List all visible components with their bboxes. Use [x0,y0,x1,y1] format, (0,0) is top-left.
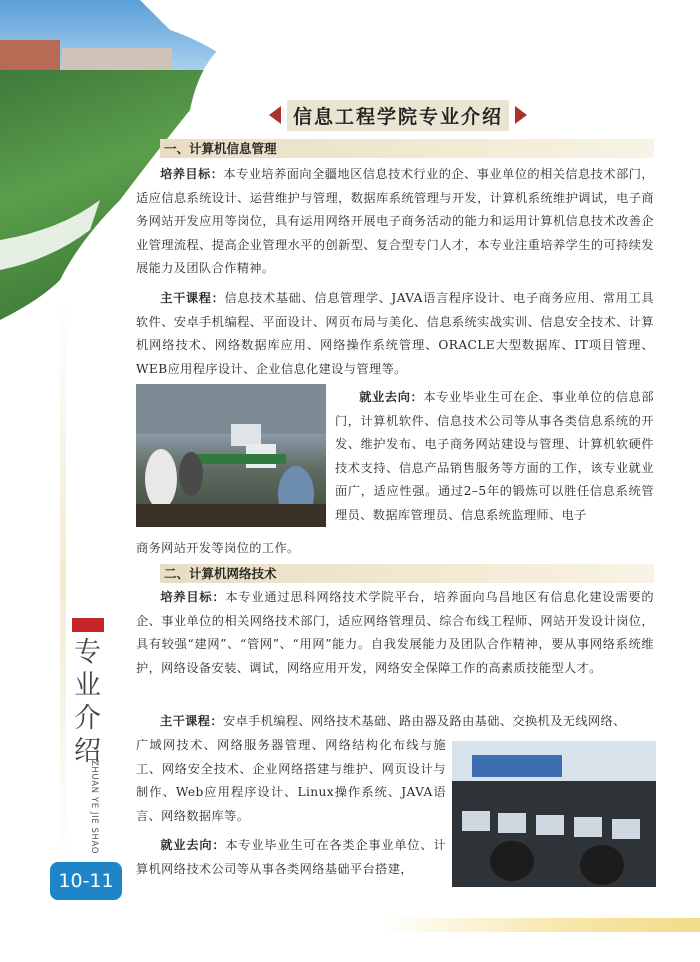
section-1-jobs [335,386,654,528]
job-label: 就业去向： [160,838,226,852]
section-heading-1: 一、计算机信息管理 [160,139,654,158]
page-number-badge: 10-11 [50,862,122,900]
course-text: 安卓手机编程、网络技术基础、路由器及路由基础、交换机及无线网络、 [222,714,626,728]
section-1-jobs-cont: 商务网站开发等岗位的工作。 [136,541,300,555]
section-1-goal [136,163,654,281]
left-divider [60,300,66,860]
section-heading-2: 二、计算机网络技术 [160,564,654,583]
job-text: 本专业毕业生可在企、事业单位的信息部门，计算机软件、信息技术公司等从事各类信息系统的开发、维护发布、电子商务网站建设与管理、计算机软硬件技术支持、信息产品销售服务等方面的工作，该专业就业面广，适应性强。通过2–5年的锻炼可以胜任信息系统管理员、数据库管理员、信息系统监理师、电子 [335,390,655,522]
section-1-courses [136,287,654,381]
page-title: 信息工程学院专业介绍 [258,102,538,128]
bottom-decoration [380,918,700,932]
job-text: 本专业毕业生可在各类企事业单位、计算机网络技术公司等从事各类网络基础平台搭建， [136,838,446,876]
goal-label: 培养目标： [160,590,226,604]
section-2-goal [136,586,654,680]
computer-lab-photo [136,384,326,527]
goal-label: 培养目标： [160,167,224,181]
red-marker [72,618,104,632]
section-2-jobs [136,834,446,881]
course-label: 主干课程： [160,714,223,728]
network-lab-photo [452,741,656,887]
course-label: 主干课程： [160,291,225,305]
right-arrow-icon [515,106,527,124]
course-text: 信息技术基础、信息管理学、JAVA语言程序设计、电子商务应用、常用工具软件、安卓手机编程、平面设计、网页布局与美化、信息系统实战实训、信息安全技术、计算机网络技术、网络数据库应用、网络操作系统管理、ORACLE大型数据库、IT项目管理、WEB应用程序设计、企业信息化建设与管理等。 [136,291,655,376]
section-2-courses-cont: 广域网技术、网络服务器管理、网络结构化布线与施工、网络安全技术、企业网络搭建与维护、网页设计与制作、Web应用程序设计、Linux操作系统、JAVA语言、网络数据库等。 [136,738,446,823]
job-label: 就业去向： [359,390,424,404]
left-arrow-icon [269,106,281,124]
section-2-courses [136,710,654,734]
category-chinese: 专业介绍 [74,637,101,767]
goal-text: 本专业培养面向全疆地区信息技术行业的企、事业单位的相关信息技术部门，适应信息系统设计、运营维护与管理，数据库系统管理与开发，计算机系统维护调试，电子商务网站开发应用等岗位，具有运用网络开展电子商务活动的能力和运用计算机信息技术改善企业管理流程、提高企业管理水平的创新型、复合型专门人才，本专业注重培养学生的可持续发展能力及团队合作精神。 [136,167,655,276]
category-pinyin: ZHUAN YE JIE SHAO [89,760,99,855]
goal-text: 本专业通过思科网络技术学院平台，培养面向乌昌地区有信息化建设需要的企、事业单位的相关网络技术部门，适应网络管理员、综合布线工程师、网站开发设计岗位，具有较强“建网”、“管网”、“用网”能力。自我发展能力及团队合作精神，要从事网络系统维护，网络设备安装、调试，网络应用开发，网络安全保障工作的高素质技能型人才。 [136,590,655,675]
